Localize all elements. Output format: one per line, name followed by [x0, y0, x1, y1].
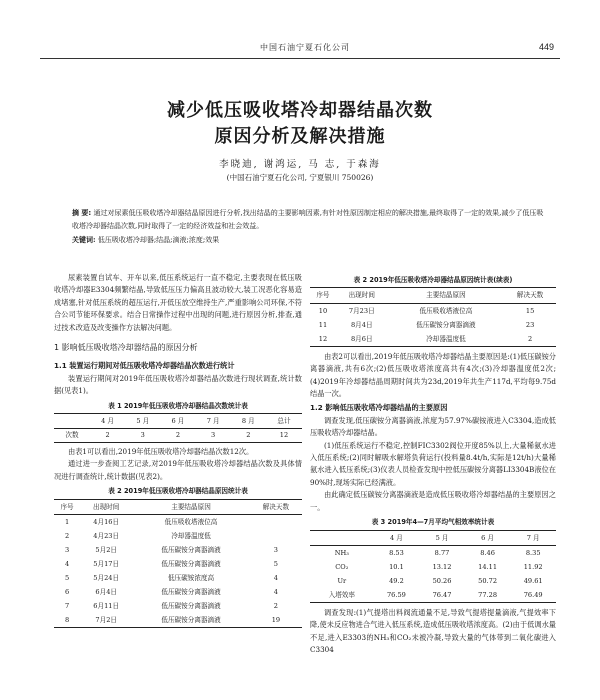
table-row — [54, 599, 302, 613]
table-row — [310, 303, 556, 318]
table-2-cell: 6月11日 — [93, 601, 120, 610]
table-2-cell: 4 — [273, 587, 278, 596]
table-3 — [310, 530, 556, 603]
table-2-cell: 19 — [250, 613, 302, 628]
table-3-cell: 8.53 — [389, 548, 404, 557]
table-2-continued — [310, 287, 556, 346]
table-2-header: 解决天数 — [250, 499, 302, 514]
table-row — [310, 574, 556, 588]
table-2-cell: 低压碳铵分离器滴液 — [161, 587, 221, 596]
table-3-header: 5 月 — [419, 530, 465, 545]
table-2-cell — [250, 529, 302, 543]
table-2c-cell: 7月23日 — [348, 306, 375, 315]
table-2 — [54, 499, 302, 628]
table-2c-cell: 23 — [525, 320, 535, 329]
table-1-cell: 2 — [231, 429, 266, 442]
table-2c-cell: 低压碳铵分离器滴液 — [416, 320, 476, 329]
table-row — [310, 318, 556, 332]
paragraph-2-3: (1)低压系统运行不稳定,控制FIC3302阀位开度85%以上,大量稀氨水进入低压系统;(2)同时解吸水解塔负荷运行(投料量8.4t/h,实际是12t/h)大量稀氨水进入低压系统;(3)仪表人员检查发现中控低压碳铵分离器LI3304B液位在90%时,现场实际已经满液。 — [310, 440, 556, 487]
table-3-caption: 表 3 2019年4—7月平均气相效率统计表 — [371, 518, 495, 527]
table-2-header: 出现时间 — [80, 499, 132, 514]
table-row — [310, 332, 556, 347]
table-3-cell: 50.26 — [432, 576, 452, 585]
table-3-cell: 77.28 — [465, 588, 511, 603]
table-row — [54, 429, 302, 442]
table-row — [54, 585, 302, 599]
table-2-cell: 5 — [64, 573, 70, 582]
table-1-header — [54, 414, 90, 429]
table-2-header: 序号 — [54, 499, 80, 514]
table-2c-header: 出现时间 — [336, 288, 388, 303]
section-1-heading: 1 影响低压吸收塔冷却器结晶的原因分析 — [54, 343, 198, 353]
table-row — [54, 571, 302, 585]
table-3-cell: 10.1 — [389, 562, 404, 571]
table-3-cell: 8.77 — [434, 548, 450, 557]
table-row — [310, 560, 556, 574]
table-3-header: 7 月 — [510, 530, 556, 545]
table-2-cell: 2 — [64, 531, 70, 540]
table-3-cell: 入塔效率 — [310, 588, 374, 603]
table-2-caption: 表 2 2019年低压吸收塔冷却器结晶原因统计表 — [108, 487, 248, 496]
keywords-label: 关键词: — [72, 235, 96, 244]
table-3-cell: 76.59 — [374, 588, 420, 603]
keywords-text: 低压吸收塔冷却器;结晶;滴液;浓度;效果 — [97, 236, 220, 244]
table-1-cell: 3 — [196, 429, 231, 442]
table-2c-cell: 8月6日 — [336, 332, 388, 347]
table-2c-cell: 低压吸收塔液位高 — [419, 306, 473, 315]
table-2-header: 主要结晶原因 — [132, 499, 249, 514]
table-2-cell: 5 — [273, 559, 278, 568]
table-3-header: 6 月 — [465, 530, 511, 545]
table-row — [54, 557, 302, 571]
table-2c-cell: 冷却器温度低 — [388, 332, 505, 347]
table-3-cell: 8.46 — [480, 548, 495, 557]
table-3-cell: 14.11 — [478, 562, 498, 571]
table-3-cell: 8.35 — [525, 548, 541, 557]
table-2-cell: 7 — [64, 601, 70, 610]
paragraph-1-1: 装置运行期间对2019年低压吸收塔冷却器结晶次数进行现状调查,统计数据(见表1)。 — [54, 373, 302, 396]
table-2-cell: 6月4日 — [95, 587, 117, 596]
table-2c-cell: 12 — [310, 332, 336, 347]
table-2-cell: 5月17日 — [93, 559, 120, 568]
table-1-cell: 2 — [160, 429, 195, 442]
table-3-cell: 49.61 — [523, 576, 543, 585]
table-2-cell: 低压碳铵浓度高 — [167, 573, 215, 582]
table-1-header: 总计 — [266, 414, 302, 429]
table-2-cell: 5月2日 — [95, 545, 117, 554]
table-1-header: 4 月 — [90, 414, 125, 429]
table-2c-cell: 11 — [318, 320, 328, 329]
table-3-header: 4 月 — [374, 530, 420, 545]
paragraph-2-4: 由此确定低压碳铵分离器滴液是造成低压吸收塔冷却器结晶的主要原因之一。 — [310, 490, 556, 512]
paragraph-2-2: 调查发现,低压碳铵分离器滴液,浓度为57.97%碳铵液进入C3304,造成低压吸收塔冷却器结晶。 — [310, 415, 556, 438]
table-row — [310, 588, 556, 603]
table-2-cell: 低压碳铵分离器滴液 — [132, 613, 249, 628]
table-1-cell: 次数 — [54, 429, 90, 442]
table-2-cell: 7月2日 — [80, 613, 132, 628]
table-2-cell: 冷却器温度低 — [171, 531, 211, 540]
subsection-1-2-heading: 1.2 影响低压吸收塔冷却器结晶的主要原因 — [310, 403, 448, 413]
table-3-cell: Ur — [337, 576, 347, 585]
abstract — [72, 207, 548, 232]
table-2-continued-caption: 表 2 2019年低压吸收塔冷却器结晶原因统计表(续表) — [353, 276, 513, 284]
table-row — [310, 545, 556, 560]
paragraph-1-3: 通过进一步查阅工艺记录,对2019年低压吸收塔冷却器结晶次数及具体情况进行调查统计,统计数据(见表2)。 — [54, 459, 302, 481]
table-2-cell: 低压吸收塔液位高 — [164, 517, 218, 526]
table-2-cell: 4月23日 — [93, 531, 120, 540]
subsection-1-1-heading: 1.1 装置运行期间对低压吸收塔冷却器结晶次数进行统计 — [54, 361, 235, 371]
abstract-text: 通过对尿素低压吸收塔冷却器结晶原因进行分析,找出结晶的主要影响因素,有针对性原因制定相应的解决措施,最终取得了一定的效果,减少了低压吸收塔冷却器结晶次数,同时取得了一定的经济效益和社会效益。 — [72, 209, 544, 230]
table-2c-header: 序号 — [310, 288, 336, 303]
table-2-cell: 低压碳铵分离器滴液 — [161, 545, 221, 554]
affiliation: (中国石油宁夏石化公司, 宁夏银川 750026) — [226, 173, 374, 182]
intro-paragraph: 尿素装置自试车、开车以来,低压系统运行一直不稳定,主要表现在低压吸收塔冷却器E3304频繁结晶,导致低压压力偏高且波动较大,装工况恶化容易造成堵塞,针对低压系统的超压运行,开低压放空维持生产,严重影响公司环保,不符合公司节能环保要求。结合日常操作过程中出现的问题,进行原因分析,排查,通过技术改造及改变操作方法解决问题。 — [54, 273, 302, 332]
table-2c-cell: 15 — [525, 306, 535, 315]
table-3-cell: 11.92 — [523, 562, 543, 571]
table-2-cell: 2 — [273, 601, 278, 610]
left-column — [54, 272, 302, 628]
page-number: 449 — [538, 42, 554, 52]
table-row — [54, 514, 302, 529]
table-1 — [54, 413, 302, 443]
table-1-header: 7 月 — [196, 414, 231, 429]
paper-title-line-2: 原因分析及解决措施 — [214, 126, 386, 147]
table-2c-cell: 8月4日 — [350, 320, 373, 329]
table-1-cell: 12 — [266, 429, 302, 442]
keywords — [72, 235, 548, 245]
table-row — [54, 613, 302, 628]
table-3-cell: 76.47 — [419, 588, 465, 603]
table-2-cell: 4月16日 — [93, 517, 120, 526]
table-2-cell: 6 — [64, 587, 70, 596]
table-1-caption: 表 1 2019年低压吸收塔冷却器结晶次数统计表 — [108, 401, 248, 410]
table-1-header: 5 月 — [125, 414, 160, 429]
table-2c-header: 主要结晶原因 — [388, 288, 505, 303]
table-2c-cell: 2 — [504, 332, 556, 347]
table-2-cell: 3 — [273, 545, 278, 554]
table-3-cell: 76.49 — [510, 588, 556, 603]
table-1-cell: 2 — [90, 429, 125, 442]
abstract-label: 摘 要: — [72, 209, 92, 217]
authors: 李晓迪, 谢鸿运, 马 志, 于森海 — [219, 159, 381, 170]
table-2-cell: 低压碳铵分离器滴液 — [161, 601, 221, 610]
table-1-cell: 3 — [125, 429, 160, 442]
table-2-cell: 8 — [54, 613, 80, 628]
table-3-header — [310, 530, 374, 545]
table-2-cell: 4 — [64, 559, 70, 568]
paper-title-line-1: 减少低压吸收塔冷却器结晶次数 — [167, 100, 433, 121]
table-1-header: 6 月 — [160, 414, 195, 429]
paragraph-2-5: 调查发现:(1)气提塔出料阀流通量不足,导致气提塔提量滴液,气提效率下降,使未反应物进合气进入低压系统,造成低压吸收塔浓度高。(2)由于低调水量不足,进入E3303的NH₃和CO₂未被冷凝,导致大量的气体带到二氧化碳进入C3304 — [310, 607, 556, 655]
table-2c-header: 解决天数 — [504, 288, 556, 303]
running-header — [40, 42, 560, 59]
table-3-cell: 50.72 — [478, 576, 498, 585]
right-column — [310, 274, 556, 657]
table-2-cell: 4 — [273, 573, 278, 582]
table-1-header: 8 月 — [231, 414, 266, 429]
table-2-cell: 1 — [64, 517, 70, 526]
table-3-cell: 13.12 — [432, 562, 452, 571]
journal-name: 中国石油宁夏石化公司 — [260, 43, 350, 52]
table-3-cell: CO₂ — [335, 562, 349, 571]
table-row — [54, 543, 302, 557]
table-2c-cell: 10 — [318, 306, 328, 315]
paragraph-1-2: 由表1可以看出,2019年低压吸收塔冷却器结晶次数12次。 — [68, 446, 254, 456]
table-2-cell: 低压碳铵分离器滴液 — [161, 559, 221, 568]
table-2-cell: 3 — [64, 545, 70, 554]
paragraph-2-1: 由表2可以看出,2019年低压吸收塔冷却器结晶主要原因是:(1)低压碳铵分离器滴液,共有6次;(2)低压吸收塔浓度高共有4次;(3)冷却器温度低2次;(4)2019年冷却器结晶周期时间共为23d,2019年共生产117d,平均每9.75d结晶一次。 — [310, 351, 556, 399]
table-3-cell: 49.2 — [389, 576, 404, 585]
table-row — [54, 529, 302, 543]
table-2-cell: 5月24日 — [93, 573, 120, 582]
table-2-cell — [250, 514, 302, 529]
table-3-cell: NH₃ — [334, 548, 349, 557]
